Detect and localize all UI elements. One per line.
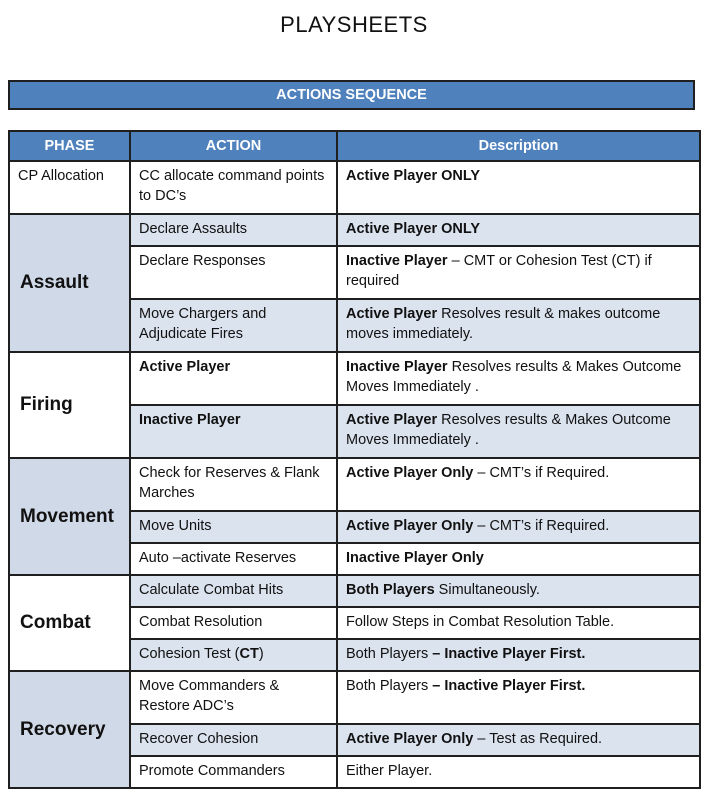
page-title: PLAYSHEETS [280,12,428,37]
action-cell: Move Units [130,511,337,543]
description-cell: Active Player ONLY [337,214,700,246]
actions-sequence-banner: ACTIONS SEQUENCE [8,80,695,110]
action-cell: Combat Resolution [130,607,337,639]
actions-sequence-table [8,130,701,789]
action-cell: Auto –activate Reserves [130,543,337,575]
action-cell: Check for Reserves & Flank Marches [130,458,337,511]
description-cell: Both Players Simultaneously. [337,575,700,607]
action-cell: Move Commanders & Restore ADC’s [130,671,337,724]
phase-recovery: Recovery [9,671,130,788]
description-cell: Inactive Player Resolves results & Makes Outcome Moves Immediately . [337,352,700,405]
action-cell: Recover Cohesion [130,724,337,756]
description-cell: Active Player Only – CMT’s if Required. [337,458,700,511]
action-cell: Declare Responses [130,246,337,299]
action-cell: Move Chargers and Adjudicate Fires [130,299,337,352]
description-cell: Inactive Player – CMT or Cohesion Test (CT) if required [337,246,700,299]
action-cell: Active Player [130,352,337,405]
description-cell: Both Players – Inactive Player First. [337,639,700,671]
table-row [9,671,700,724]
description-cell: Either Player. [337,756,700,788]
action-cell: Promote Commanders [130,756,337,788]
table-row [9,214,700,246]
action-cell: Inactive Player [130,405,337,458]
action-cell: Calculate Combat Hits [130,575,337,607]
description-cell: Active Player Resolves result & makes outcome moves immediately. [337,299,700,352]
header-row [9,131,700,161]
description-cell: Active Player Only – Test as Required. [337,724,700,756]
phase-combat: Combat [9,575,130,671]
phase-cp-allocation: CP Allocation [9,161,130,214]
action-cell: Cohesion Test (CT) [130,639,337,671]
description-cell: Both Players – Inactive Player First. [337,671,700,724]
action-cell: Declare Assaults [130,214,337,246]
phase-firing: Firing [9,352,130,458]
action-cell: CC allocate command points to DC’s [130,161,337,214]
header-action: ACTION [130,131,337,161]
table-row [9,352,700,405]
table-row [9,458,700,511]
description-cell: Follow Steps in Combat Resolution Table. [337,607,700,639]
table-row [9,575,700,607]
phase-assault: Assault [9,214,130,352]
header-phase: PHASE [9,131,130,161]
table-row [9,161,700,214]
description-cell: Active Player ONLY [337,161,700,214]
header-description: Description [337,131,700,161]
description-cell: Active Player Resolves results & Makes Outcome Moves Immediately . [337,405,700,458]
description-cell: Inactive Player Only [337,543,700,575]
description-cell: Active Player Only – CMT’s if Required. [337,511,700,543]
phase-movement: Movement [9,458,130,575]
